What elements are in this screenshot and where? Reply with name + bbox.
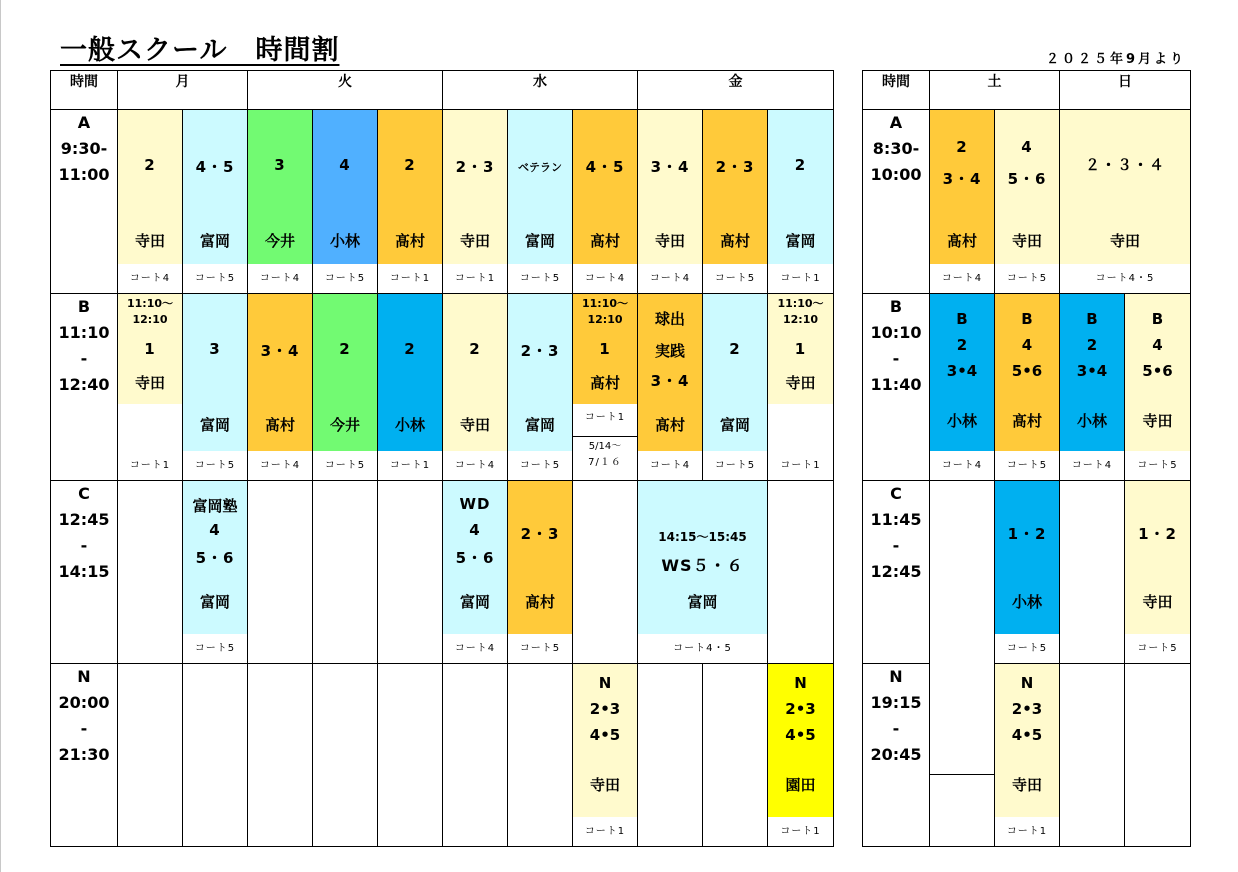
empty-cell xyxy=(118,664,183,847)
weekday-row-c xyxy=(51,481,834,664)
class-cell: 2・3 髙村 コート5 xyxy=(703,110,768,294)
empty-cell xyxy=(443,664,508,847)
empty-cell xyxy=(378,664,443,847)
class-cell: 2 小林 コート1 xyxy=(378,294,443,481)
class-cell: 3・4 寺田 コート4 xyxy=(638,110,703,294)
weekday-timetable xyxy=(50,70,834,847)
class-cell: N 2•3 4•5 寺田 コート1 xyxy=(573,664,638,847)
weekday-row-a xyxy=(51,110,834,294)
header-time: 時間 xyxy=(863,71,930,110)
class-cell: 4・5 髙村 コート4 xyxy=(573,110,638,294)
time-cell-c: C 11:45 - 12:45 xyxy=(863,481,930,664)
class-cell: 11:10～ 12:10 1 寺田 コート1 xyxy=(768,294,834,481)
weekend-row-n xyxy=(863,664,1191,847)
empty-cell xyxy=(930,481,995,847)
header-sunday: 日 xyxy=(1060,71,1191,110)
time-cell-b: B 11:10 - 12:40 xyxy=(51,294,118,481)
empty-cell xyxy=(1125,664,1191,847)
empty-cell xyxy=(768,481,834,664)
weekday-row-b xyxy=(51,294,834,481)
time-cell-a: A 9:30- 11:00 xyxy=(51,110,118,294)
time-cell-c: C 12:45 - 14:15 xyxy=(51,481,118,664)
empty-cell xyxy=(248,664,313,847)
empty-cell xyxy=(183,664,248,847)
time-cell-n: N 20:00 - 21:30 xyxy=(51,664,118,847)
class-cell: 4 小林 コート5 xyxy=(313,110,378,294)
class-cell: 2 富岡 コート1 xyxy=(768,110,834,294)
empty-cell xyxy=(118,481,183,664)
header-saturday: 土 xyxy=(930,71,1060,110)
time-cell-b: B 10:10 - 11:40 xyxy=(863,294,930,481)
class-cell: 3・4 髙村 コート4 xyxy=(248,294,313,481)
class-cell: 11:10～ 12:10 1 寺田 コート1 xyxy=(118,294,183,481)
class-cell: B 4 5•6 寺田 コート5 xyxy=(1125,294,1191,481)
class-cell: 2 寺田 コート4 xyxy=(443,294,508,481)
empty-cell xyxy=(248,481,313,664)
class-cell: 3 富岡 コート5 xyxy=(183,294,248,481)
empty-cell xyxy=(573,481,638,664)
class-cell: 2 髙村 コート1 xyxy=(378,110,443,294)
class-cell: B 2 3•4 小林 コート4 xyxy=(1060,294,1125,481)
weekday-header-row xyxy=(51,71,834,110)
empty-cell xyxy=(313,664,378,847)
weekday-row-n xyxy=(51,664,834,847)
header-time: 時間 xyxy=(51,71,118,110)
class-cell: 14:15～15:45 WS５・６ 富岡 コート4・5 xyxy=(638,481,768,664)
class-cell: 2・3 富岡 コート5 xyxy=(508,294,573,481)
header-friday: 金 xyxy=(638,71,834,110)
class-cell: N 2•3 4•5 寺田 コート1 xyxy=(995,664,1060,847)
page-edge xyxy=(0,0,1,872)
class-cell: 3 今井 コート4 xyxy=(248,110,313,294)
page-title: 一般スクール 時間割 xyxy=(60,35,340,66)
class-cell: ２・３・４ 寺田 コート4・5 xyxy=(1060,110,1191,294)
class-cell: 4・5 富岡 コート5 xyxy=(183,110,248,294)
class-cell: 2 富岡 コート5 xyxy=(703,294,768,481)
time-cell-n: N 19:15 - 20:45 xyxy=(863,664,930,847)
class-cell: 1・2 寺田 コート5 xyxy=(1125,481,1191,664)
class-cell: 2・3 寺田 コート1 xyxy=(443,110,508,294)
weekend-row-a xyxy=(863,110,1191,294)
class-cell: 4 5・6 寺田 コート5 xyxy=(995,110,1060,294)
class-cell: WD 4 5・6 富岡 コート4 xyxy=(443,481,508,664)
class-cell: 2 今井 コート5 xyxy=(313,294,378,481)
weekend-header-row xyxy=(863,71,1191,110)
empty-cell xyxy=(378,481,443,664)
weekend-row-c xyxy=(863,481,1191,664)
weekend-row-b xyxy=(863,294,1191,481)
class-cell: 2・3 髙村 コート5 xyxy=(508,481,573,664)
class-cell: 1・2 小林 コート5 xyxy=(995,481,1060,664)
time-cell-a: A 8:30- 10:00 xyxy=(863,110,930,294)
empty-cell xyxy=(1060,481,1125,664)
class-cell: 2 3・4 髙村 コート4 xyxy=(930,110,995,294)
empty-cell xyxy=(313,481,378,664)
class-cell: B 2 3•4 小林 コート4 xyxy=(930,294,995,481)
header-tuesday: 火 xyxy=(248,71,443,110)
header-wednesday: 水 xyxy=(443,71,638,110)
header-monday: 月 xyxy=(118,71,248,110)
class-cell: 11:10～ 12:10 1 髙村 コート1 5/14～ 7/１６ xyxy=(573,294,638,481)
class-cell: ベテラン 富岡 コート5 xyxy=(508,110,573,294)
empty-cell xyxy=(703,664,768,847)
class-cell: 2 寺田 コート4 xyxy=(118,110,183,294)
class-cell: 球出 実践 3・4 髙村 コート4 xyxy=(638,294,703,481)
weekend-timetable xyxy=(862,70,1191,847)
empty-cell xyxy=(1060,664,1125,847)
class-cell: B 4 5•6 髙村 コート5 xyxy=(995,294,1060,481)
class-cell: N 2•3 4•5 園田 コート1 xyxy=(768,664,834,847)
class-cell: 富岡塾 4 5・6 富岡 コート5 xyxy=(183,481,248,664)
empty-cell xyxy=(638,664,703,847)
effective-date: ２０２５年9月より xyxy=(1045,52,1186,67)
empty-cell xyxy=(508,664,573,847)
